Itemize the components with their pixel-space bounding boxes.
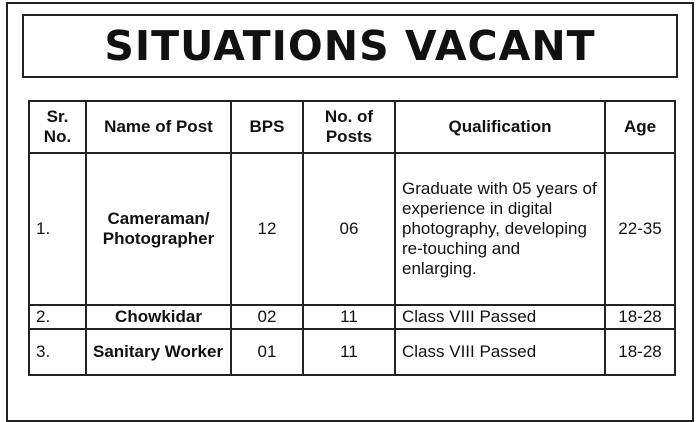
cell-age: 18-28 — [605, 305, 675, 329]
cell-post-name: Cameraman/ Photographer — [86, 153, 231, 305]
cell-age: 22-35 — [605, 153, 675, 305]
cell-no-of-posts: 11 — [303, 305, 395, 329]
header-age: Age — [605, 101, 675, 153]
table-row — [29, 305, 675, 329]
table-row — [29, 329, 675, 375]
cell-qualification: Class VIII Passed — [395, 329, 605, 375]
vacancies-table — [28, 100, 676, 376]
table-row — [29, 153, 675, 305]
cell-bps: 12 — [231, 153, 303, 305]
cell-bps: 02 — [231, 305, 303, 329]
cell-no-of-posts: 11 — [303, 329, 395, 375]
advertisement-title: SITUATIONS VACANT — [22, 14, 678, 78]
cell-post-name: Sanitary Worker — [86, 329, 231, 375]
cell-bps: 01 — [231, 329, 303, 375]
cell-qualification: Class VIII Passed — [395, 305, 605, 329]
cell-no-of-posts: 06 — [303, 153, 395, 305]
cell-qualification: Graduate with 05 years of experience in digital photography, developing re-touching and enlarging. — [395, 153, 605, 305]
header-sr-no: Sr. No. — [29, 101, 86, 153]
cell-post-name: Chowkidar — [86, 305, 231, 329]
header-no-of-posts: No. of Posts — [303, 101, 395, 153]
header-name-of-post: Name of Post — [86, 101, 231, 153]
header-qualification: Qualification — [395, 101, 605, 153]
cell-sr-no: 2. — [29, 305, 86, 329]
table-header-row — [29, 101, 675, 153]
cell-age: 18-28 — [605, 329, 675, 375]
cell-sr-no: 3. — [29, 329, 86, 375]
cell-sr-no: 1. — [29, 153, 86, 305]
header-bps: BPS — [231, 101, 303, 153]
